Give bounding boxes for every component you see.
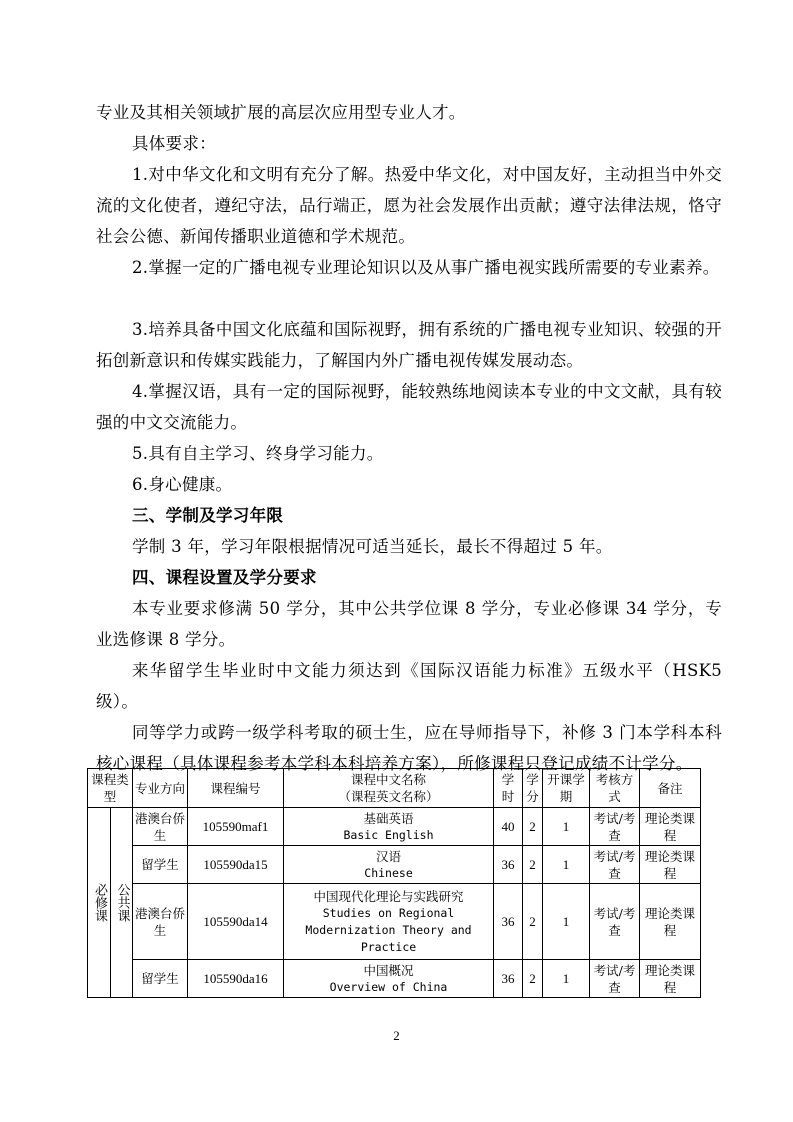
paragraph-requirements-label: 具体要求： <box>132 134 216 153</box>
cell-term: 1 <box>543 808 590 846</box>
requirement-item-4: 4.掌握汉语，具有一定的国际视野，能较熟练地阅读本专业的中文文献，具有较强的中文交流能力。 <box>96 382 722 432</box>
cell-credits: 2 <box>523 846 543 884</box>
cell-hours: 36 <box>494 846 523 884</box>
cell-exam: 考试/考查 <box>590 884 640 960</box>
cell-credits: 2 <box>523 808 543 846</box>
course-name-cn: 基础英语 <box>363 810 414 826</box>
cell-course-code: 105590da15 <box>188 846 284 884</box>
section-heading-duration: 三、学制及学习年限 <box>132 506 284 525</box>
cell-term: 1 <box>543 960 590 998</box>
table-row <box>88 960 701 998</box>
paragraph-language-level: 来华留学生毕业时中文能力须达到《国际汉语能力标准》五级水平（HSK5级）。 <box>96 661 722 711</box>
cell-course-code: 105590da14 <box>188 884 284 960</box>
cell-course-code: 105590maf1 <box>188 808 284 846</box>
header-course-code: 课程编号 <box>188 769 284 808</box>
cell-term: 1 <box>543 846 590 884</box>
page-number: 2 <box>393 1028 400 1043</box>
header-exam: 考核方式 <box>590 769 640 808</box>
course-name-en: Chinese <box>364 865 413 880</box>
requirement-item-3: 3.培养具备中国文化底蕴和国际视野，拥有系统的广播电视专业知识、较强的开拓创新意识和传媒实践能力，了解国内外广播电视传媒发展动态。 <box>96 320 722 370</box>
requirement-item-5: 5.具有自主学习、终身学习能力。 <box>132 444 384 463</box>
table-row <box>88 884 701 960</box>
course-name-en: Basic English <box>343 827 434 842</box>
paragraph-credits: 本专业要求修满 50 学分，其中公共学位课 8 学分，专业必修课 34 学分，专业选修课 8 学分。 <box>96 599 722 649</box>
cell-exam: 考试/考查 <box>590 846 640 884</box>
cell-course-name <box>284 960 494 998</box>
header-course-name-en: （课程英文名称） <box>338 789 439 804</box>
paragraph-supplementary-courses: 同等学力或跨一级学科考取的硕士生，应在导师指导下，补修 3 门本学科本科核心课程（具体课程参考本学科本科培养方案），所修课程只登记成绩不计学分。 <box>96 723 722 773</box>
table-row <box>88 846 701 884</box>
course-name-cn: 汉语 <box>376 848 402 864</box>
cell-exam: 考试/考查 <box>590 960 640 998</box>
section-heading-curriculum: 四、课程设置及学分要求 <box>132 568 317 587</box>
paragraph-duration: 学制 3 年，学习年限根据情况可适当延长，最长不得超过 5 年。 <box>132 537 613 556</box>
cell-note: 理论类课程 <box>640 808 701 846</box>
paragraph-intro-tail: 专业及其相关领域扩展的高层次应用型专业人才。 <box>96 103 466 122</box>
course-name-cn: 中国概况 <box>363 962 414 978</box>
table-row <box>88 808 701 846</box>
cell-course-name <box>284 884 494 960</box>
cell-student-type: 留学生 <box>133 960 188 998</box>
header-note: 备注 <box>640 769 701 808</box>
header-credits: 学分 <box>523 769 543 808</box>
cell-credits: 2 <box>523 884 543 960</box>
header-course-name <box>284 769 494 808</box>
requirement-item-1: 1.对中华文化和文明有充分了解。热爱中华文化，对中国友好，主动担当中外交流的文化使者，遵纪守法，品行端正，愿为社会发展作出贡献；遵守法律法规，恪守社会公德、新闻传播职业道德和学术规范。 <box>96 165 722 246</box>
cell-student-type: 港澳台侨生 <box>133 884 188 960</box>
cell-course-code: 105590da16 <box>188 960 284 998</box>
header-term: 开课学期 <box>543 769 590 808</box>
cell-hours: 36 <box>494 960 523 998</box>
requirement-item-2: 2.掌握一定的广播电视专业理论知识以及从事广播电视实践所需要的专业素养。 <box>132 258 720 277</box>
cell-course-name <box>284 846 494 884</box>
cell-credits: 2 <box>523 960 543 998</box>
cell-hours: 36 <box>494 884 523 960</box>
header-course-type: 课程类型 <box>88 769 133 808</box>
course-table <box>87 768 701 998</box>
requirement-item-6: 6.身心健康。 <box>132 475 233 494</box>
cell-note: 理论类课程 <box>640 884 701 960</box>
header-hours: 学时 <box>494 769 523 808</box>
cell-exam: 考试/考查 <box>590 808 640 846</box>
cell-note: 理论类课程 <box>640 960 701 998</box>
cell-student-type: 港澳台侨生 <box>133 808 188 846</box>
cell-course-category: 公共课 <box>111 808 133 998</box>
cell-course-type: 必修课 <box>88 808 111 998</box>
cell-student-type: 留学生 <box>133 846 188 884</box>
cell-note: 理论类课程 <box>640 846 701 884</box>
cell-course-name <box>284 808 494 846</box>
cell-hours: 40 <box>494 808 523 846</box>
header-direction: 专业方向 <box>133 769 188 808</box>
header-course-name-cn: 课程中文名称 <box>351 772 427 787</box>
course-name-cn: 中国现代化理论与实践研究 <box>313 888 464 904</box>
cell-term: 1 <box>543 884 590 960</box>
course-name-en: Overview of China <box>329 979 448 994</box>
table-header-row <box>88 769 701 808</box>
course-name-en: Studies on Regional Modernization Theory and Practice <box>305 905 472 954</box>
